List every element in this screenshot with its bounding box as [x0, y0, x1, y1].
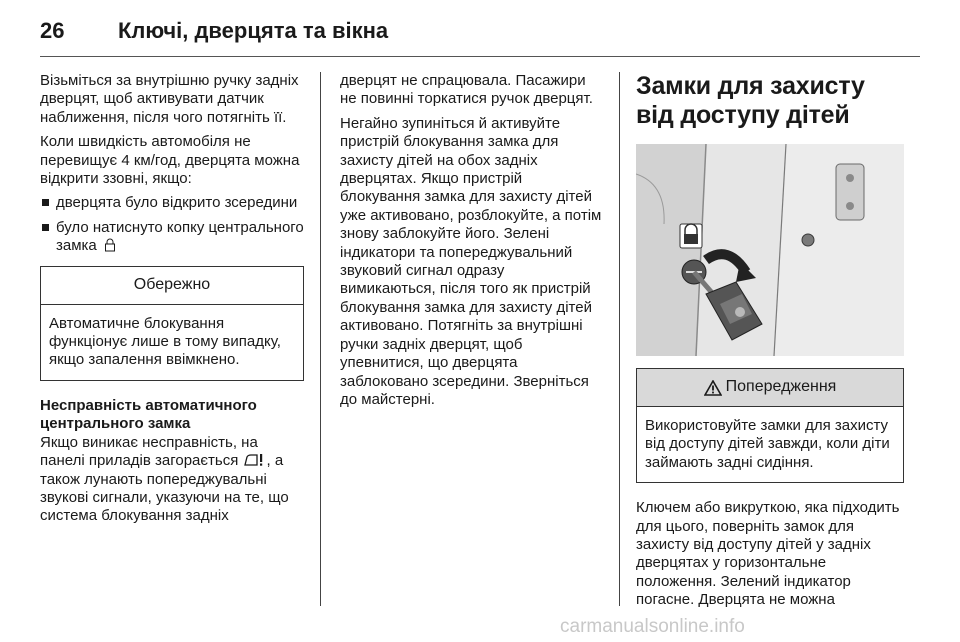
column-3 [636, 72, 904, 616]
caution-box [40, 266, 304, 381]
door-warning-lamp-icon [243, 453, 267, 467]
paragraph: Негайно зупиніться й активуйте пристрій блокування замка для захисту дітей на обох задніх дверцятах. Якщо пристрій блокування замка для захисту дітей уже активовано, розблокуйте, а потім знову заблокуйте його. Зелені індикатори та попереджувальний звуковий сигнал одразу вимикаються, після того як пристрій блокування замка для захисту дітей активовано. Потягніть за внутрішні ручки задніх дверцят, щоб упевнитися, що дверцята заблоковано зсередини. Зверніться до майстерні. [340, 114, 602, 408]
list-item [40, 219, 304, 256]
list-item-text: дверцята було відкрито зсередини [56, 194, 298, 212]
caution-text: Автоматичне блокування функціонує лише в тому випадку, якщо запалення ввімкнено. [49, 314, 281, 369]
column-1 [40, 72, 304, 532]
child-lock-illustration [636, 144, 904, 356]
bullet-square-icon [42, 199, 49, 206]
warning-box [636, 368, 904, 483]
warning-heading [637, 369, 903, 407]
watermark: carmanualsonline.info [560, 616, 745, 637]
warning-triangle-icon [704, 380, 722, 396]
caution-heading: Обережно [41, 267, 303, 305]
section-title: Замки для захисту від доступу дітей [636, 72, 865, 129]
page-number: 26 [40, 18, 65, 43]
paragraph-text: Якщо виникає несправність, на панелі приладів загорається [40, 433, 258, 470]
warning-heading-text: Попередження [725, 378, 837, 396]
paragraph: Ключем або викруткою, яка підходить для цього, поверніть замок для захисту від доступу дітей у задніх дверцятах у горизонтальне положення. Зелений індикатор погасне. Дверцята не можна [636, 499, 900, 609]
list-item-text: було натиснуто копку центрального замка [56, 218, 304, 255]
central-lock-icon [104, 238, 116, 252]
chapter-title: Ключі, дверцята та вікна [118, 18, 389, 43]
paragraph [40, 434, 304, 526]
header-rule [40, 56, 920, 57]
warning-text: Використовуйте замки для захисту від доступу дітей завжди, коли діти займають задні сидіння. [645, 417, 890, 471]
page-header [40, 14, 920, 48]
column-divider-left [320, 72, 321, 606]
paragraph: Візьміться за внутрішню ручку задніх дверцят, щоб активувати датчик наближення, після чого потягніть її. [40, 72, 299, 126]
list-item [40, 194, 304, 212]
paragraph: дверцят не спрацювала. Пасажири не повинні торкатися ручок дверцят. [340, 72, 593, 108]
bullet-list [40, 194, 304, 255]
bullet-square-icon [42, 224, 49, 231]
column-divider-right [619, 72, 620, 606]
paragraph: Коли швидкість автомобіля не перевищує 4 км/год, дверцята можна відкрити ззовні, якщо: [40, 133, 300, 188]
child-lock-drawing [636, 144, 904, 356]
section-subheading: Несправність автоматичного центрального замка [40, 396, 257, 433]
paragraph-text: , а також лунають попереджувальні звукові сигнали, указуючи на те, що система блокування задніх [40, 452, 289, 525]
column-2 [340, 72, 604, 415]
